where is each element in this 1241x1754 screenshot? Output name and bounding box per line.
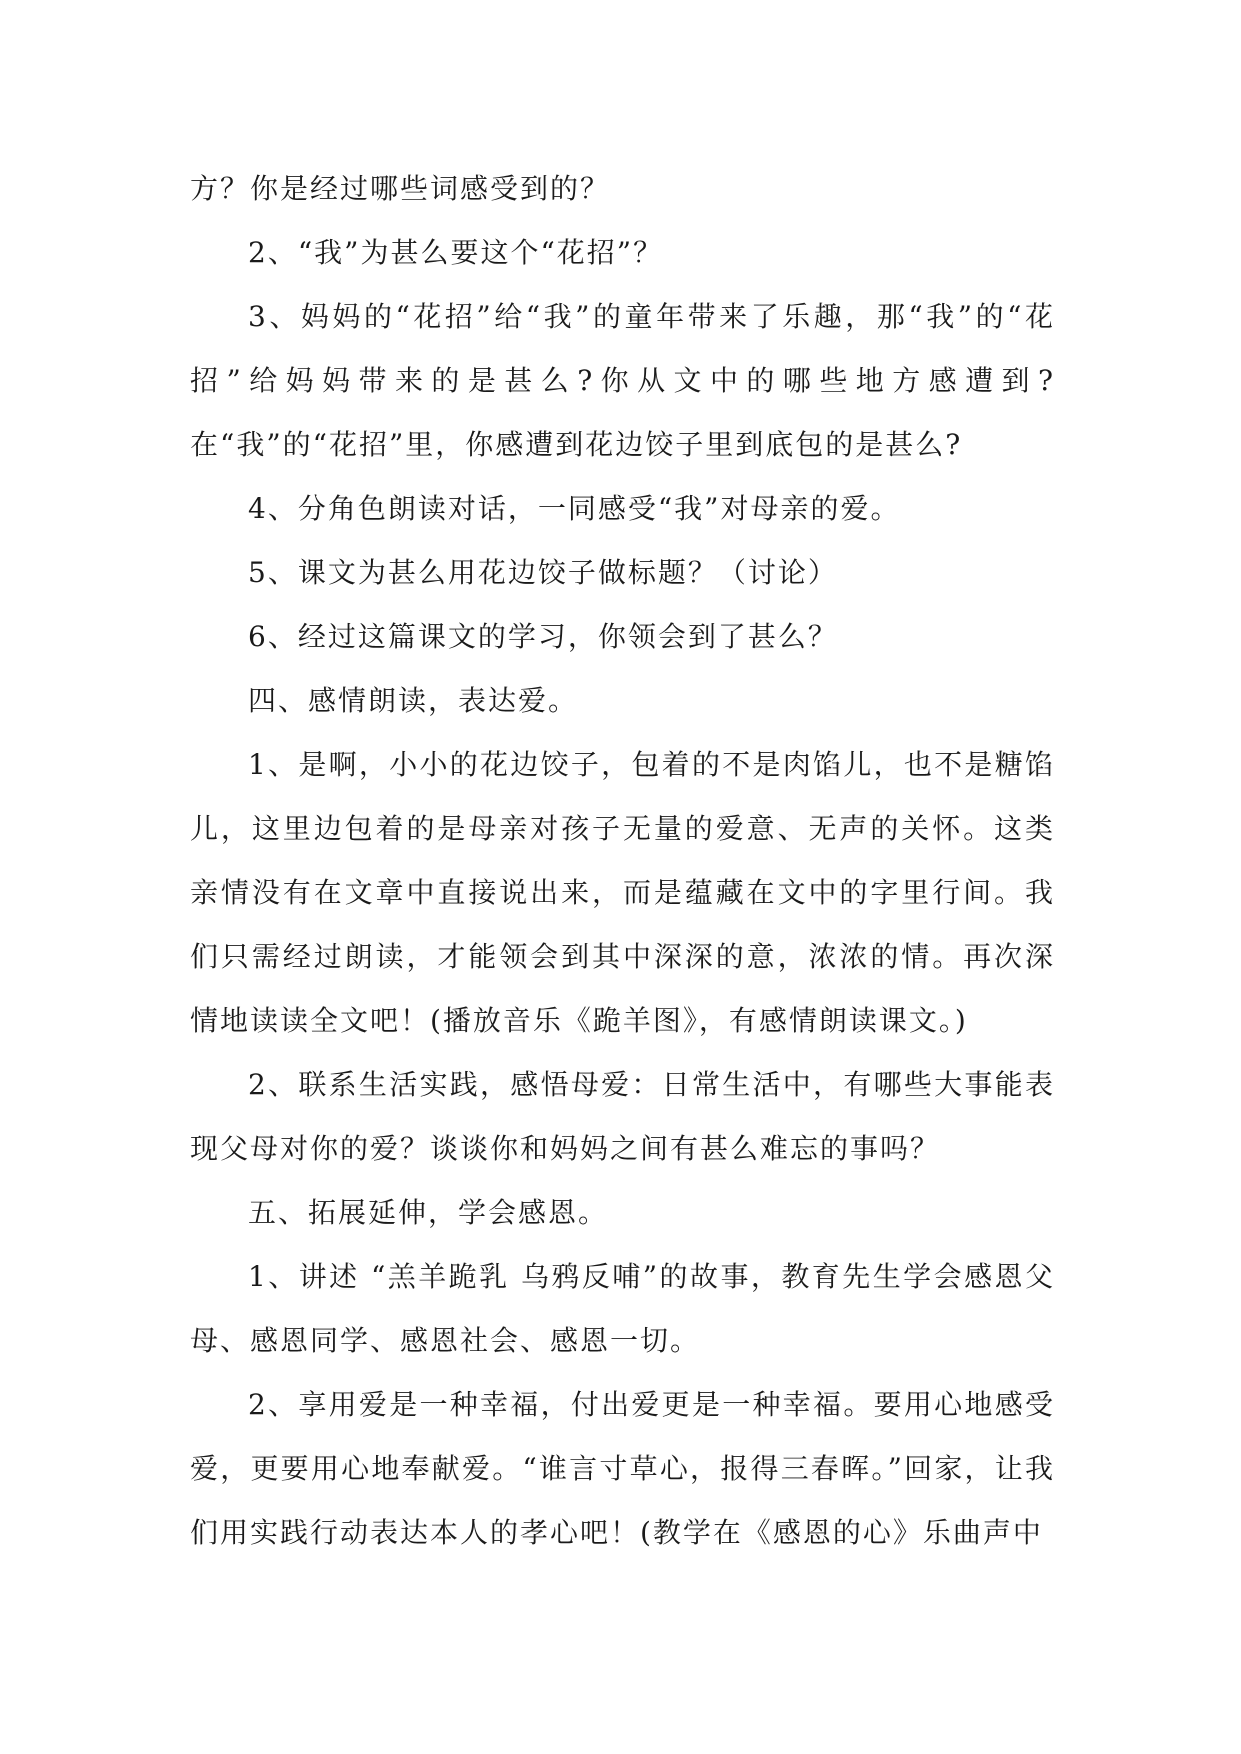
paragraph-1: 方？你是经过哪些词感受到的？	[190, 172, 611, 205]
paragraph-7: 1、是啊，小小的花边饺子，包着的不是肉馅儿，也不是糖馅儿，这里边包着的是母亲对孩子无量的爱意、无声的关怀。这类亲情没有在文章中直接说出来，而是蕴藏在文中的字里行间。我们只需经过朗读，才能领会到其中深深的意，浓浓的情。再次深情地读读全文吧！(播放音乐《跪羊图》，有感情朗读课文。)	[190, 748, 1055, 1037]
section-heading-4: 四、感情朗读，表达爱。	[248, 684, 579, 717]
paragraph-10: 2、享用爱是一种幸福，付出爱更是一种幸福。要用心地感受爱，更要用心地奉献爱。“谁言寸草心，报得三春晖。”回家，让我们用实践行动表达本人的孝心吧！(教学在《感恩的心》乐曲声中	[190, 1388, 1055, 1549]
paragraph-4: 4、分角色朗读对话，一同感受“我”对母亲的爱。	[248, 492, 901, 525]
section-heading-5: 五、拓展延伸，学会感恩。	[248, 1196, 609, 1229]
paragraph-2: 2、“我”为甚么要这个“花招”？	[248, 236, 664, 269]
paragraph-9: 1、讲述 “羔羊跪乳 乌鸦反哺”的故事，教育先生学会感恩父母、感恩同学、感恩社会、感恩一切。	[190, 1260, 1055, 1357]
paragraph-5: 5、课文为甚么用花边饺子做标题？（讨论）	[248, 556, 838, 589]
paragraph-3: 3、妈妈的“花招”给“我”的童年带来了乐趣，那“我”的“花招”给妈妈带来的是甚么?你从文中的哪些地方感遭到? 在“我”的“花招”里，你感遭到花边饺子里到底包的是甚么?	[190, 300, 1055, 461]
paragraph-8: 2、联系生活实践，感悟母爱：日常生活中，有哪些大事能表现父母对你的爱？谈谈你和妈妈之间有甚么难忘的事吗？	[190, 1068, 1055, 1165]
paragraph-6: 6、经过这篇课文的学习，你领会到了甚么？	[248, 620, 838, 653]
document-body	[190, 157, 1055, 1565]
